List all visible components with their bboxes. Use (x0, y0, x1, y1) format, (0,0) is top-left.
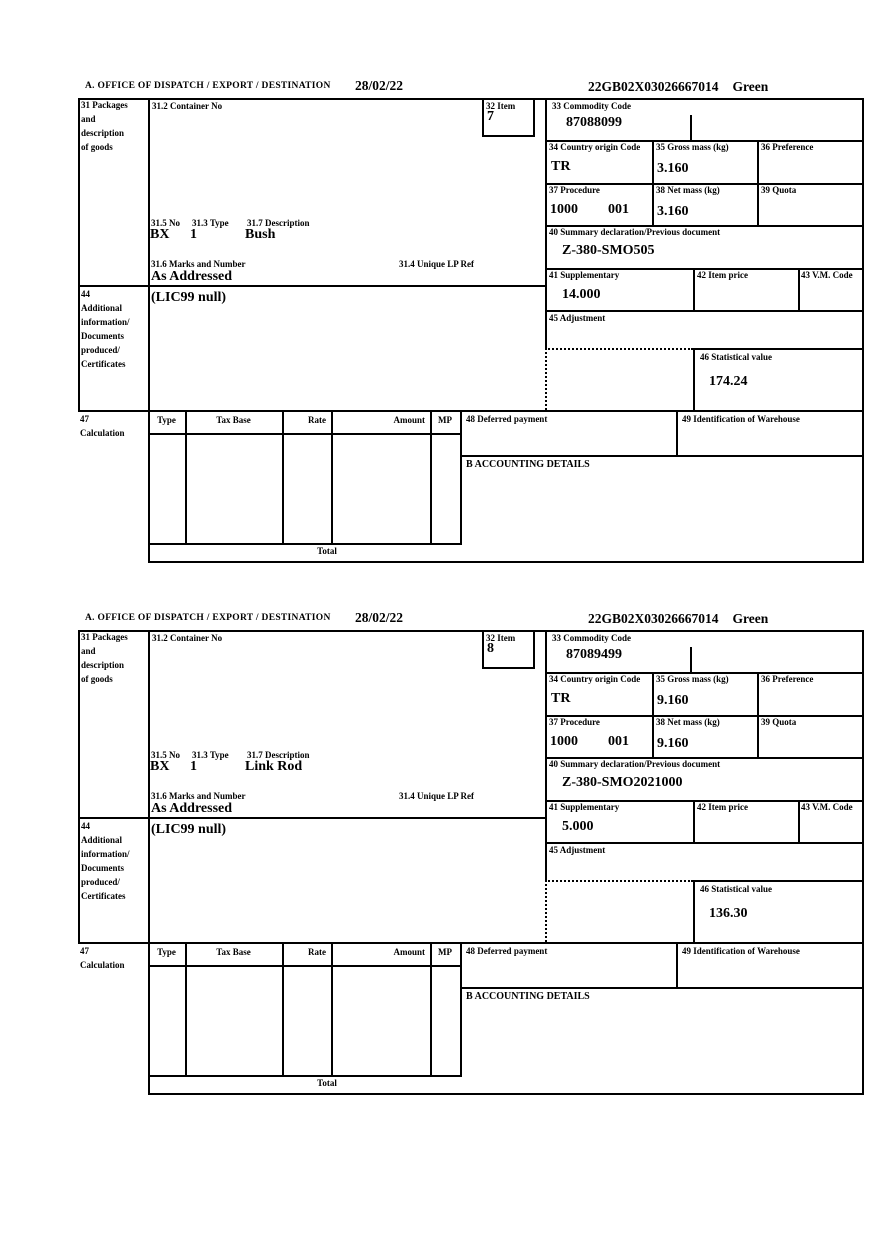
warehouse-id-label: 49 Identification of Warehouse (682, 414, 800, 424)
grid-line (676, 942, 678, 987)
calculation-label: 47 (80, 946, 89, 956)
calc-header-rate: Rate (308, 947, 326, 957)
grid-line (482, 667, 535, 669)
grid-line (693, 880, 864, 882)
box44-label: Documents (81, 863, 124, 873)
grid-line (331, 942, 333, 1075)
grid-line (757, 672, 759, 757)
marks-number-label: 31.6 Marks and Number (151, 791, 246, 801)
grid-line (693, 348, 695, 410)
packages-type-value: 1 (190, 227, 197, 242)
supplementary-value: 5.000 (562, 819, 594, 834)
grid-line (482, 135, 535, 137)
vm-code-label: 43 V.M. Code (801, 270, 853, 280)
declaration-item-section-2 (0, 610, 882, 1110)
item-price-label: 42 Item price (697, 270, 748, 280)
grid-line (693, 348, 864, 350)
box44-label: Additional (81, 303, 123, 313)
box44-label: Certificates (81, 359, 126, 369)
grid-line (148, 1093, 864, 1095)
net-mass-value: 9.160 (657, 736, 689, 751)
statistical-value-label: 46 Statistical value (700, 352, 772, 362)
procedure-extra-value: 001 (608, 202, 629, 217)
office-of-dispatch-heading: A. OFFICE OF DISPATCH / EXPORT / DESTINATION (85, 613, 331, 623)
packages-description-value: Bush (245, 227, 276, 242)
commodity-code-value: 87089499 (566, 647, 622, 662)
marks-number-value: As Addressed (151, 269, 233, 284)
grid-line (78, 98, 864, 100)
country-origin-value: TR (551, 691, 571, 706)
commodity-code-label: 33 Commodity Code (552, 101, 631, 111)
grid-line (693, 800, 695, 842)
calc-header-taxbase: Tax Base (216, 947, 251, 957)
movement-reference (588, 80, 768, 94)
calc-header-mp: MP (438, 947, 452, 957)
item-label: 32 Item (486, 633, 516, 643)
calc-header-type: Type (157, 947, 176, 957)
container-no-label: 31.2 Container No (152, 633, 223, 643)
deferred-payment-label: 48 Deferred payment (466, 946, 548, 956)
calc-header-amount: Amount (393, 947, 425, 957)
statistical-value-label: 46 Statistical value (700, 884, 772, 894)
marks-number-label: 31.6 Marks and Number (151, 259, 246, 269)
supplementary-value: 14.000 (562, 287, 601, 302)
warehouse-id-label: 49 Identification of Warehouse (682, 946, 800, 956)
grid-line (798, 268, 800, 310)
grid-line (78, 630, 864, 632)
grid-line (78, 942, 864, 944)
packages-type-value: 1 (190, 759, 197, 774)
preference-label: 36 Preference (761, 142, 814, 152)
grid-line (693, 268, 695, 310)
grid-line (862, 98, 864, 563)
box44-label: Documents (81, 331, 124, 341)
calculation-label: 47 (80, 414, 89, 424)
dotted-divider (545, 880, 547, 942)
grid-line (533, 630, 535, 667)
grid-line (148, 543, 462, 545)
acceptance-date: 28/02/22 (355, 610, 404, 625)
supplementary-label: 41 Supplementary (549, 802, 620, 812)
deferred-payment-label: 48 Deferred payment (466, 414, 548, 424)
grid-line (652, 672, 654, 757)
box44-label: information/ (81, 849, 130, 859)
supplementary-label: 41 Supplementary (549, 270, 620, 280)
grid-line (282, 942, 284, 1075)
grid-line (148, 1075, 462, 1077)
gross-mass-value: 9.160 (657, 693, 689, 708)
box44-label: 44 (81, 821, 90, 831)
box31-label: and (81, 646, 96, 656)
procedure-extra-value: 001 (608, 734, 629, 749)
adjustment-label: 45 Adjustment (549, 845, 606, 855)
item-label: 32 Item (486, 101, 516, 111)
calc-header-mp: MP (438, 415, 452, 425)
routing-status: Green (732, 79, 769, 94)
box31-label: 31 Packages (81, 100, 128, 110)
grid-line (862, 630, 864, 1095)
container-no-label: 31.2 Container No (152, 101, 223, 111)
adjustment-label: 45 Adjustment (549, 313, 606, 323)
grid-line (78, 630, 80, 942)
grid-line (430, 410, 432, 543)
packages-no-label: 31.5 No (151, 218, 180, 228)
statistical-value: 136.30 (709, 906, 748, 921)
dotted-divider (545, 880, 693, 882)
mrn-value: 22GB02X03026667014 (588, 611, 719, 626)
item-price-label: 42 Item price (697, 802, 748, 812)
mrn-value: 22GB02X03026667014 (588, 79, 719, 94)
grid-line (545, 842, 864, 844)
calculation-label: Calculation (80, 428, 125, 438)
item-number-value: 8 (487, 641, 494, 656)
country-origin-value: TR (551, 159, 571, 174)
total-label: Total (317, 1078, 337, 1088)
grid-line (148, 98, 150, 563)
packages-type-label: 31.3 Type (192, 750, 229, 760)
calc-header-type: Type (157, 415, 176, 425)
grid-line (148, 561, 864, 563)
grid-line (545, 310, 864, 312)
grid-line (185, 410, 187, 543)
unique-lp-ref-label: 31.4 Unique LP Ref (399, 791, 475, 801)
dotted-divider (545, 348, 693, 350)
marks-number-value: As Addressed (151, 801, 233, 816)
commodity-code-value: 87088099 (566, 115, 622, 130)
packages-no-label: 31.5 No (151, 750, 180, 760)
grid-line (148, 433, 462, 435)
grid-line (545, 630, 547, 880)
grid-line (282, 410, 284, 543)
grid-line (757, 140, 759, 225)
net-mass-label: 38 Net mass (kg) (656, 717, 720, 727)
additional-information-value: (LIC99 null) (151, 290, 227, 305)
box31-label: description (81, 660, 125, 670)
quota-label: 39 Quota (761, 717, 797, 727)
preference-label: 36 Preference (761, 674, 814, 684)
gross-mass-label: 35 Gross mass (kg) (656, 142, 729, 152)
grid-line (148, 965, 462, 967)
dotted-divider (545, 348, 547, 410)
summary-declaration-value: Z-380-SMO2021000 (562, 775, 683, 790)
statistical-value: 174.24 (709, 374, 748, 389)
box44-label: produced/ (81, 877, 120, 887)
summary-declaration-label: 40 Summary declaration/Previous document (549, 759, 721, 769)
net-mass-value: 3.160 (657, 204, 689, 219)
box31-label: description (81, 128, 125, 138)
packages-no-value: BX (150, 759, 170, 774)
unique-lp-ref-label: 31.4 Unique LP Ref (399, 259, 475, 269)
commodity-code-tick (690, 115, 692, 140)
grid-line (78, 98, 80, 410)
grid-line (652, 140, 654, 225)
packages-description-label: 31.7 Description (247, 218, 310, 228)
acceptance-date: 28/02/22 (355, 78, 404, 93)
calc-header-amount: Amount (393, 415, 425, 425)
office-of-dispatch-heading: A. OFFICE OF DISPATCH / EXPORT / DESTINATION (85, 81, 331, 91)
vm-code-label: 43 V.M. Code (801, 802, 853, 812)
country-origin-label: 34 Country origin Code (549, 674, 641, 684)
grid-line (78, 410, 864, 412)
grid-line (460, 987, 864, 989)
routing-status: Green (732, 611, 769, 626)
packages-no-value: BX (150, 227, 170, 242)
commodity-code-tick (690, 647, 692, 672)
grid-line (693, 880, 695, 942)
additional-information-value: (LIC99 null) (151, 822, 227, 837)
gross-mass-value: 3.160 (657, 161, 689, 176)
calculation-label: Calculation (80, 960, 125, 970)
grid-line (331, 410, 333, 543)
summary-declaration-label: 40 Summary declaration/Previous document (549, 227, 721, 237)
grid-line (545, 98, 547, 348)
procedure-value: 1000 (550, 734, 578, 749)
grid-line (460, 942, 462, 1075)
grid-line (460, 410, 462, 543)
gross-mass-label: 35 Gross mass (kg) (656, 674, 729, 684)
grid-line (430, 942, 432, 1075)
summary-declaration-value: Z-380-SMO505 (562, 243, 655, 258)
commodity-code-label: 33 Commodity Code (552, 633, 631, 643)
item-number-value: 7 (487, 109, 494, 124)
movement-reference (588, 612, 768, 626)
declaration-item-section-1 (0, 78, 882, 578)
packages-description-label: 31.7 Description (247, 750, 310, 760)
box31-label: of goods (81, 142, 113, 152)
grid-line (482, 98, 484, 135)
grid-line (482, 630, 484, 667)
packages-description-value: Link Rod (245, 759, 303, 774)
net-mass-label: 38 Net mass (kg) (656, 185, 720, 195)
country-origin-label: 34 Country origin Code (549, 142, 641, 152)
procedure-value: 1000 (550, 202, 578, 217)
grid-line (148, 630, 150, 1095)
grid-line (533, 98, 535, 135)
box31-label: of goods (81, 674, 113, 684)
box44-label: Certificates (81, 891, 126, 901)
calc-header-taxbase: Tax Base (216, 415, 251, 425)
accounting-details-heading: B ACCOUNTING DETAILS (466, 459, 590, 470)
box44-label: Additional (81, 835, 123, 845)
quota-label: 39 Quota (761, 185, 797, 195)
box44-label: 44 (81, 289, 90, 299)
calc-header-rate: Rate (308, 415, 326, 425)
accounting-details-heading: B ACCOUNTING DETAILS (466, 991, 590, 1002)
box31-label: and (81, 114, 96, 124)
box31-label: 31 Packages (81, 632, 128, 642)
total-label: Total (317, 546, 337, 556)
packages-type-label: 31.3 Type (192, 218, 229, 228)
grid-line (460, 455, 864, 457)
grid-line (185, 942, 187, 1075)
procedure-label: 37 Procedure (549, 717, 600, 727)
grid-line (676, 410, 678, 455)
box44-label: information/ (81, 317, 130, 327)
box44-label: produced/ (81, 345, 120, 355)
procedure-label: 37 Procedure (549, 185, 600, 195)
grid-line (798, 800, 800, 842)
